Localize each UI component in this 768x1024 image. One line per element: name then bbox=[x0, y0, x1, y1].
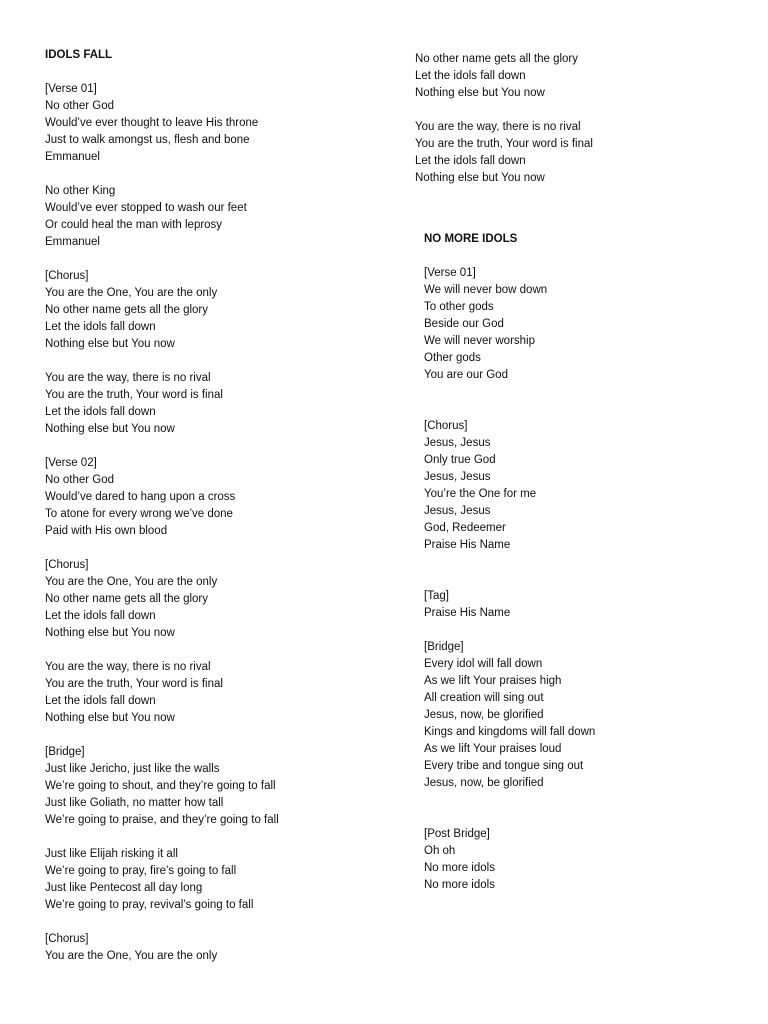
lyric-line: Every idol will fall down bbox=[424, 658, 543, 670]
lyric-line: Would’ve dared to hang upon a cross bbox=[45, 491, 236, 503]
lyric-line: Jesus, Jesus bbox=[424, 471, 491, 483]
lyric-line: Let the idols fall down bbox=[45, 406, 156, 418]
lyric-block bbox=[424, 435, 754, 554]
lyric-line: Just like Pentecost all day long bbox=[45, 882, 203, 894]
lyric-block bbox=[424, 282, 754, 384]
lyric-line: We will never worship bbox=[424, 335, 535, 347]
lyric-line: All creation will sing out bbox=[424, 692, 544, 704]
lyric-line: We’re going to pray, revival’s going to fall bbox=[45, 899, 254, 911]
lyric-line: Let the idols fall down bbox=[415, 155, 526, 167]
lyric-line: Praise His Name bbox=[424, 539, 511, 551]
lyric-line: Nothing else but You now bbox=[45, 627, 175, 639]
lyric-line: Let the idols fall down bbox=[45, 610, 156, 622]
lyric-line: We will never bow down bbox=[424, 284, 548, 296]
lyric-line: Nothing else but You now bbox=[415, 172, 545, 184]
section-label: [Verse 02] bbox=[45, 457, 97, 469]
lyric-block bbox=[45, 574, 375, 642]
lyric-line: Let the idols fall down bbox=[45, 321, 156, 333]
song-column-idols-fall-continued bbox=[415, 51, 745, 187]
lyric-line: You are the One, You are the only bbox=[45, 576, 218, 588]
lyric-line: To atone for every wrong we’ve done bbox=[45, 508, 233, 520]
lyric-line: No other name gets all the glory bbox=[45, 593, 209, 605]
lyric-line: Emmanuel bbox=[45, 236, 100, 248]
lyric-block bbox=[415, 51, 745, 102]
lyric-line: We’re going to pray, fire’s going to fall bbox=[45, 865, 237, 877]
lyric-block bbox=[424, 605, 754, 622]
section-label: [Bridge] bbox=[424, 641, 464, 653]
lyric-line: We’re going to shout, and they’re going to fall bbox=[45, 780, 276, 792]
lyric-line: Just like Jericho, just like the walls bbox=[45, 763, 220, 775]
lyric-line: No other King bbox=[45, 185, 116, 197]
section-label: [Verse 01] bbox=[45, 83, 97, 95]
section-label: [Chorus] bbox=[45, 933, 89, 945]
lyric-line: Other gods bbox=[424, 352, 481, 364]
lyric-line: You’re the One for me bbox=[424, 488, 537, 500]
lyric-line: Nothing else but You now bbox=[45, 423, 175, 435]
lyric-line: Jesus, now, be glorified bbox=[424, 709, 544, 721]
lyric-line: As we lift Your praises high bbox=[424, 675, 562, 687]
lyric-line: Oh oh bbox=[424, 845, 456, 857]
lyric-block bbox=[45, 948, 375, 965]
lyric-block bbox=[415, 119, 745, 187]
lyric-line: Praise His Name bbox=[424, 607, 511, 619]
lyric-block bbox=[45, 370, 375, 438]
lyric-line: Just like Elijah risking it all bbox=[45, 848, 178, 860]
section-label: [Bridge] bbox=[45, 746, 85, 758]
lyric-line: No other God bbox=[45, 474, 115, 486]
lyric-line: Nothing else but You now bbox=[45, 338, 175, 350]
lyric-line: Every tribe and tongue sing out bbox=[424, 760, 584, 772]
lyric-line: No other name gets all the glory bbox=[45, 304, 209, 316]
section-label: [Tag] bbox=[424, 590, 449, 602]
lyric-block bbox=[45, 285, 375, 353]
lyric-line: You are the One, You are the only bbox=[45, 287, 218, 299]
song-column-no-more-idols bbox=[424, 231, 754, 894]
lyric-block bbox=[45, 183, 375, 251]
song-title: NO MORE IDOLS bbox=[424, 233, 518, 245]
section-label: [Chorus] bbox=[45, 270, 89, 282]
lyric-line: Would’ve ever stopped to wash our feet bbox=[45, 202, 247, 214]
lyric-block bbox=[45, 846, 375, 914]
lyric-line: You are the truth, Your word is final bbox=[45, 678, 223, 690]
section-label: [Chorus] bbox=[45, 559, 89, 571]
lyric-line: God, Redeemer bbox=[424, 522, 506, 534]
lyric-line: Jesus, Jesus bbox=[424, 505, 491, 517]
lyric-line: Beside our God bbox=[424, 318, 504, 330]
lyric-line: You are the way, there is no rival bbox=[45, 661, 211, 673]
section-label: [Post Bridge] bbox=[424, 828, 490, 840]
lyric-line: You are the truth, Your word is final bbox=[45, 389, 223, 401]
lyric-line: Nothing else but You now bbox=[45, 712, 175, 724]
lyric-line: No other name gets all the glory bbox=[415, 53, 579, 65]
lyric-line: Just to walk amongst us, flesh and bone bbox=[45, 134, 250, 146]
lyric-line: As we lift Your praises loud bbox=[424, 743, 562, 755]
section-label: [Verse 01] bbox=[424, 267, 476, 279]
lyric-line: Or could heal the man with leprosy bbox=[45, 219, 223, 231]
lyric-line: You are the truth, Your word is final bbox=[415, 138, 593, 150]
lyric-block bbox=[45, 761, 375, 829]
lyric-block bbox=[424, 843, 754, 894]
lyric-line: Would’ve ever thought to leave His throne bbox=[45, 117, 259, 129]
lyric-line: To other gods bbox=[424, 301, 494, 313]
lyric-line: You are our God bbox=[424, 369, 508, 381]
lyric-line: No more idols bbox=[424, 862, 495, 874]
lyric-line: Nothing else but You now bbox=[415, 87, 545, 99]
lyric-line: Emmanuel bbox=[45, 151, 100, 163]
lyric-line: You are the One, You are the only bbox=[45, 950, 218, 962]
lyric-line: Jesus, Jesus bbox=[424, 437, 491, 449]
lyric-line: You are the way, there is no rival bbox=[45, 372, 211, 384]
lyric-line: Let the idols fall down bbox=[45, 695, 156, 707]
section-label: [Chorus] bbox=[424, 420, 468, 432]
lyric-line: Jesus, now, be glorified bbox=[424, 777, 544, 789]
lyric-block bbox=[424, 656, 754, 792]
song-title: IDOLS FALL bbox=[45, 49, 113, 61]
song-column-idols-fall bbox=[45, 47, 375, 965]
lyric-line: Only true God bbox=[424, 454, 496, 466]
lyric-block bbox=[45, 472, 375, 540]
lyric-line: No more idols bbox=[424, 879, 495, 891]
lyric-line: No other God bbox=[45, 100, 115, 112]
lyric-line: We’re going to praise, and they’re going to fall bbox=[45, 814, 279, 826]
lyric-line: Paid with His own blood bbox=[45, 525, 168, 537]
lyric-block bbox=[45, 98, 375, 166]
lyric-block bbox=[45, 659, 375, 727]
lyric-line: Kings and kingdoms will fall down bbox=[424, 726, 596, 738]
lyric-line: Let the idols fall down bbox=[415, 70, 526, 82]
lyric-line: You are the way, there is no rival bbox=[415, 121, 581, 133]
lyric-line: Just like Goliath, no matter how tall bbox=[45, 797, 224, 809]
